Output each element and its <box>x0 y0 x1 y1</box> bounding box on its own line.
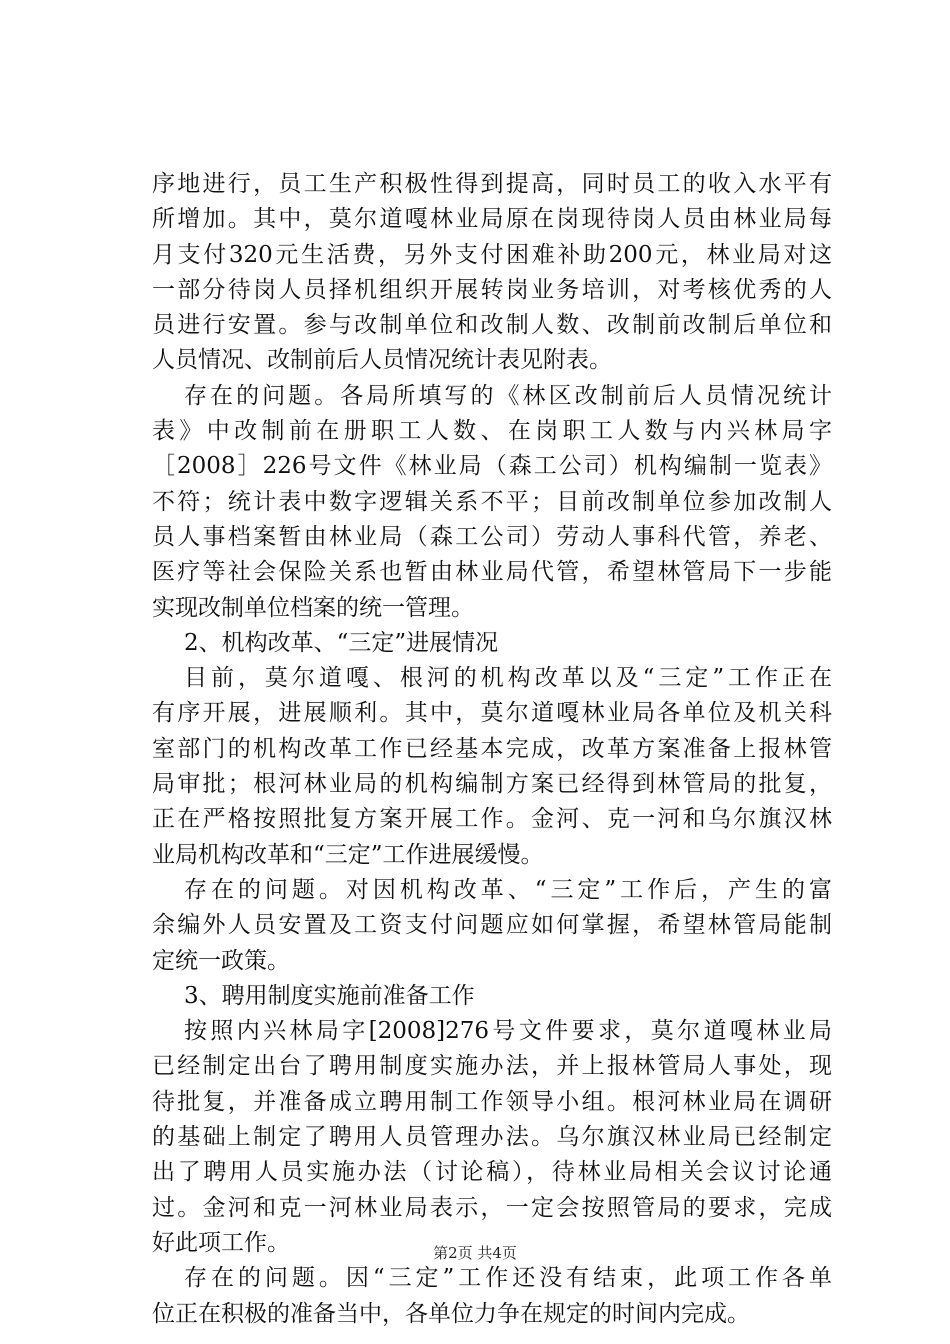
text-line: 人员情况、改制前后人员情况统计表见附表。 <box>152 347 612 374</box>
text-line: 余编外人员安置及工资支付问题应如何掌握，希望林管局能制 <box>152 912 832 939</box>
text-line: 出了聘用人员实施办法（讨论稿），待林业局相关会议讨论通 <box>152 1159 832 1186</box>
text-line: 已经制定出台了聘用制度实施办法，并上报林管局人事处，现 <box>152 1053 832 1080</box>
text-line: 月支付320元生活费，另外支付困难补助200元，林业局对这 <box>152 241 832 268</box>
text-line: 按照内兴林局字[2008]276号文件要求，莫尔道嘎林业局 <box>184 1018 832 1045</box>
text-line: 好此项工作。 <box>152 1229 290 1256</box>
text-line: 目前，莫尔道嘎、根河的机构改革以及“三定”工作正在 <box>184 665 832 692</box>
text-line: 一部分待岗人员择机组织开展转岗业务培训，对考核优秀的人 <box>152 276 832 303</box>
text-line: 员人事档案暂由林业局（森工公司）劳动人事科代管，养老、 <box>152 523 832 550</box>
page-footer: 第2页 共4页 <box>433 1244 517 1262</box>
text-line: 过。金河和克一河林业局表示，一定会按照管局的要求，完成 <box>152 1194 832 1221</box>
text-line: 室部门的机构改革工作已经基本完成，改革方案准备上报林管 <box>152 735 832 762</box>
text-line: 医疗等社会保险关系也暂由林业局代管，希望林管局下一步能 <box>152 559 832 586</box>
body-text <box>152 167 832 1332</box>
text-line: 序地进行，员工生产积极性得到提高，同时员工的收入水平有 <box>152 171 832 197</box>
text-line: 的基础上制定了聘用人员管理办法。乌尔旗汉林业局已经制定 <box>152 1124 832 1151</box>
text-line: 存在的问题。各局所填写的《林区改制前后人员情况统计 <box>184 382 832 409</box>
text-line: 位正在积极的准备当中，各单位力争在规定的时间内完成。 <box>152 1300 750 1327</box>
text-line: 存在的问题。对因机构改革、“三定”工作后，产生的富 <box>184 876 832 903</box>
text-line: 局审批；根河林业局的机构编制方案已经得到林管局的批复， <box>152 771 832 798</box>
text-line: 所增加。其中，莫尔道嘎林业局原在岗现待岗人员由林业局每 <box>152 206 832 233</box>
text-line: 表》中改制前在册职工人数、在岗职工人数与内兴林局字 <box>152 418 832 445</box>
text-line: 存在的问题。因“三定”工作还没有结束，此项工作各单 <box>184 1265 832 1292</box>
text-line: 有序开展，进展顺利。其中，莫尔道嘎林业局各单位及机关科 <box>152 700 832 727</box>
text-line: ［2008］226号文件《林业局（森工公司）机构编制一览表》 <box>152 453 832 480</box>
text-line: 业局机构改革和“三定”工作进展缓慢。 <box>152 841 544 868</box>
text-line: 2、机构改革、“三定”进展情况 <box>184 629 499 656</box>
text-line: 待批复，并准备成立聘用制工作领导小组。根河林业局在调研 <box>152 1088 832 1115</box>
text-line: 实现改制单位档案的统一管理。 <box>152 594 474 621</box>
text-line: 定统一政策。 <box>152 947 290 974</box>
text-line: 3、聘用制度实施前准备工作 <box>184 982 475 1009</box>
text-line: 不符；统计表中数字逻辑关系不平；目前改制单位参加改制人 <box>152 488 832 515</box>
text-line: 员进行安置。参与改制单位和改制人数、改制前改制后单位和 <box>152 312 832 339</box>
text-line: 正在严格按照批复方案开展工作。金河、克一河和乌尔旗汉林 <box>152 806 832 833</box>
